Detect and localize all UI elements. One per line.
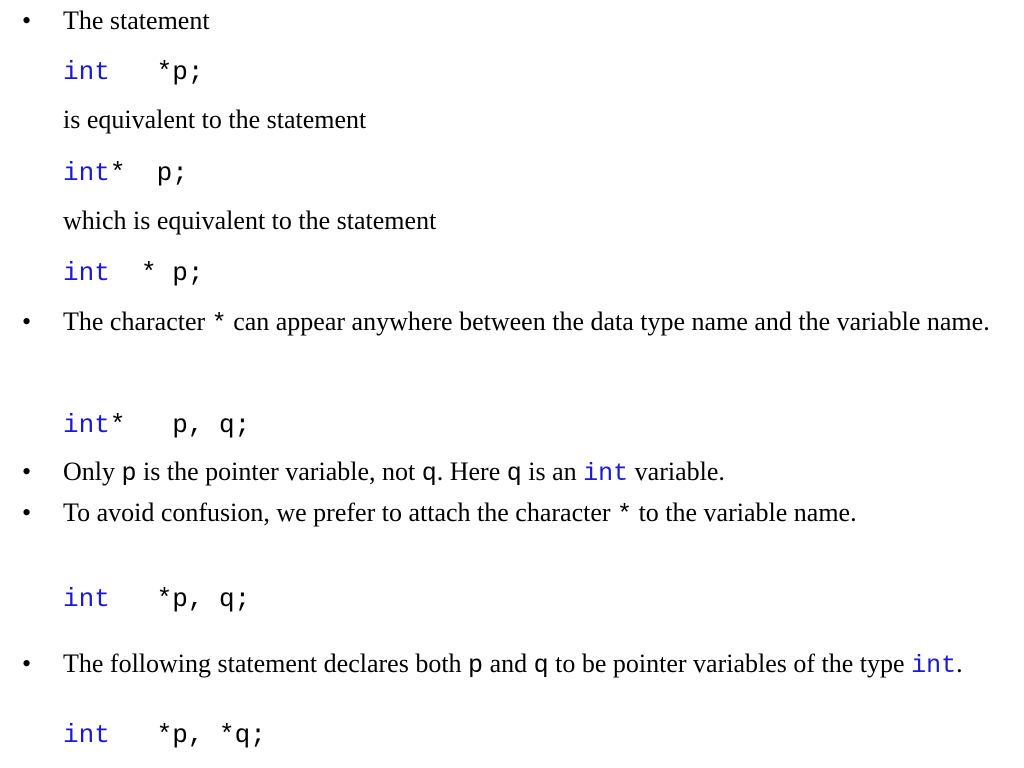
bullet-5: • xyxy=(22,649,32,678)
inline-code: q xyxy=(421,459,437,488)
code-type-keyword: int xyxy=(63,720,110,750)
code-line-5 xyxy=(63,583,250,616)
text-run: variable. xyxy=(628,457,725,486)
text-run: is the pointer variable, not xyxy=(136,457,422,486)
text-run: The following statement declares both xyxy=(63,649,469,678)
inline-code: p xyxy=(468,651,484,680)
code-line-6 xyxy=(63,719,266,752)
code-declarator: * p; xyxy=(109,158,188,188)
code-type-keyword: int xyxy=(63,57,110,87)
code-type-keyword: int xyxy=(63,410,110,440)
item-1-mid-1: is equivalent to the statement xyxy=(63,105,367,134)
text-run: Only xyxy=(63,457,122,486)
item-3-text xyxy=(63,455,725,490)
code-type-keyword: int xyxy=(63,584,110,614)
code-declarator: *p; xyxy=(109,57,204,87)
text-run: can appear anywhere between the data type name and the variable name. xyxy=(226,307,990,336)
item-1-mid-2: which is equivalent to the statement xyxy=(63,206,437,235)
item-4-text xyxy=(63,496,1003,531)
item-1-intro: The statement xyxy=(63,6,210,35)
text-run: to the variable name. xyxy=(632,498,857,527)
inline-code: p xyxy=(121,459,137,488)
inline-keyword: int xyxy=(583,459,629,488)
inline-code: q xyxy=(533,651,549,680)
code-type-keyword: int xyxy=(63,158,110,188)
bullet-1: • xyxy=(22,6,32,35)
item-5-text xyxy=(63,647,1003,682)
text-run: The character xyxy=(63,307,212,336)
code-type-keyword: int xyxy=(63,258,110,288)
code-declarator: * p, q; xyxy=(109,410,251,440)
inline-code: q xyxy=(506,459,522,488)
text-run: . Here xyxy=(436,457,507,486)
text-run: to be pointer variables of the type xyxy=(548,649,912,678)
inline-keyword: int xyxy=(911,651,957,680)
bullet-3: • xyxy=(22,457,32,486)
inline-code: * xyxy=(617,500,633,529)
code-line-2 xyxy=(63,157,188,190)
text-run: To avoid confusion, we prefer to attach the character xyxy=(63,498,618,527)
item-2-text xyxy=(63,305,1003,340)
code-declarator: * p; xyxy=(109,258,204,288)
bullet-4: • xyxy=(22,498,32,527)
text-run: and xyxy=(483,649,534,678)
code-declarator: *p, q; xyxy=(109,584,251,614)
bullet-2: • xyxy=(22,307,32,336)
inline-code: * xyxy=(211,309,227,338)
code-line-3 xyxy=(63,257,203,290)
text-run: is an xyxy=(521,457,584,486)
code-line-1 xyxy=(63,56,203,89)
code-declarator: *p, *q; xyxy=(109,720,266,750)
code-line-4 xyxy=(63,409,250,442)
text-run: . xyxy=(956,649,963,678)
